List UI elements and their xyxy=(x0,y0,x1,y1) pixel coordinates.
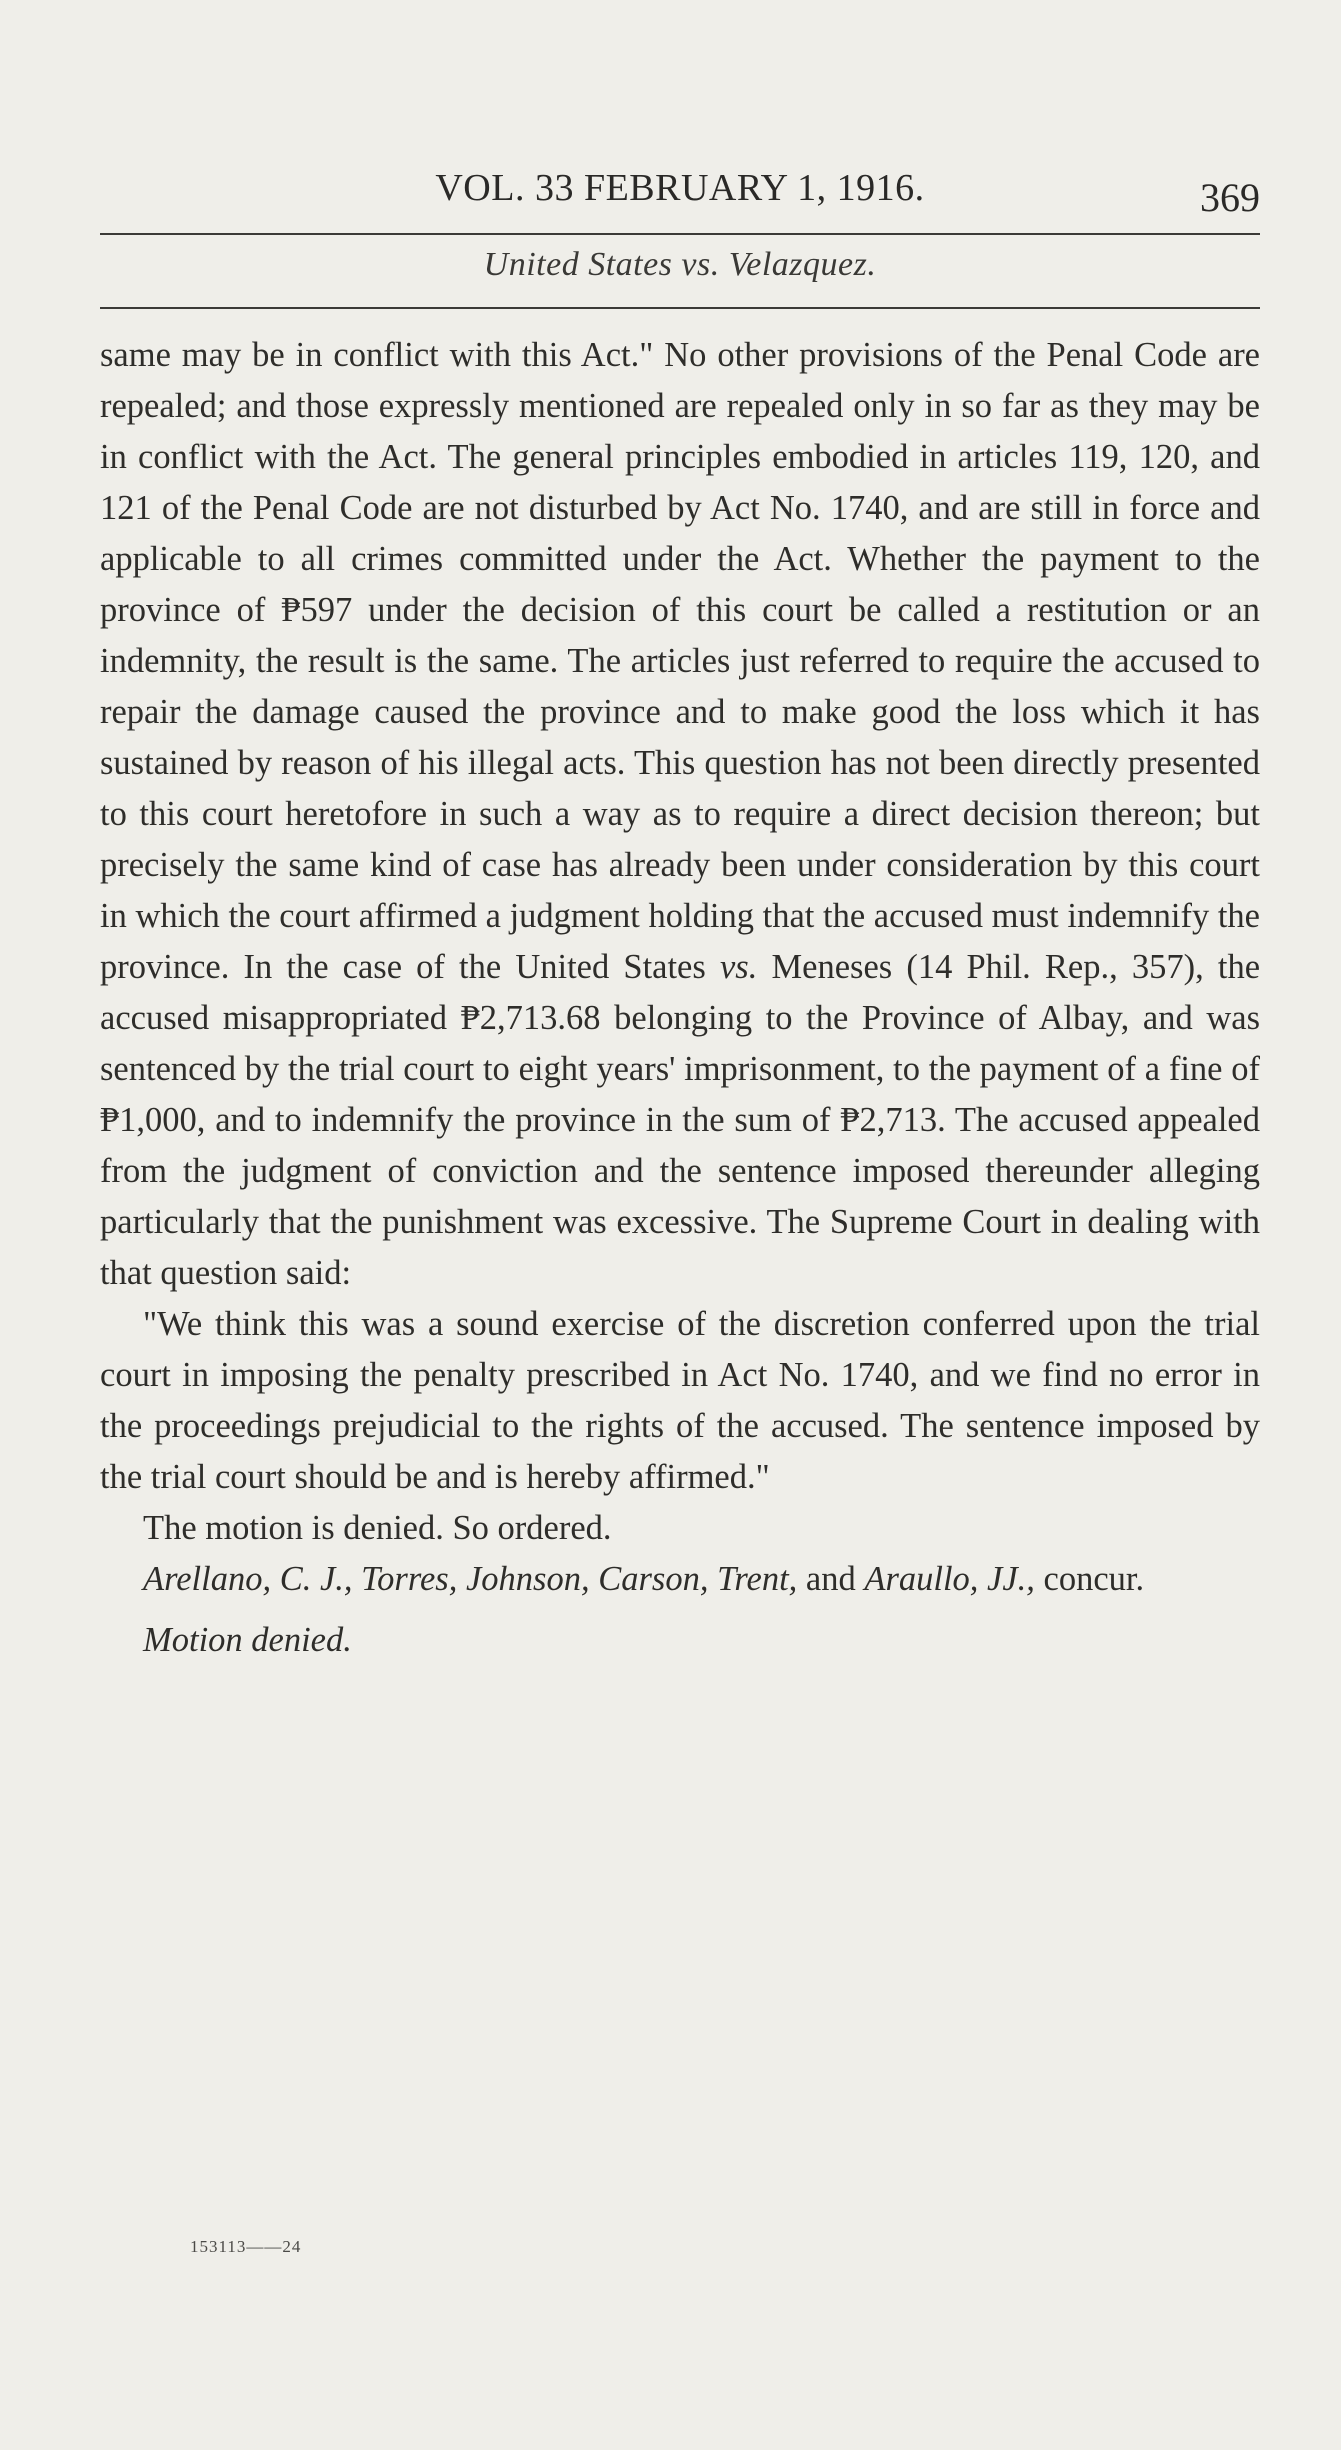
justices-concur: concur. xyxy=(1043,1560,1145,1598)
header-rule-top xyxy=(100,233,1260,235)
quoted-holding: "We think this was a sound exercise of the discretion conferred upon the trial court in imposing the penalty prescribed in Act No. 1740, and we find no error in the proceedings prejudicial to the rights of the accused. The sentence imposed by the trial court should be and is hereby affirmed." xyxy=(100,1305,1260,1496)
paragraph-1-continued: Meneses (14 Phil. Rep., 357), the accused misappropriated ₱2,713.68 belonging to the Province of Albay, and was sentenced by the trial court to eight years' imprisonment, to the payment of a fine of ₱1,000, and to indemnify the province in the sum of ₱2,713. The accused appealed from the judgment of conviction and the sentence imposed thereunder alleging particularly that the punishment was excessive. The Supreme Court in dealing with that question said: xyxy=(100,948,1261,1292)
order-line: The motion is denied. So ordered. xyxy=(143,1509,612,1547)
header-rule-bottom xyxy=(100,307,1260,309)
justices-line xyxy=(100,1554,1260,1605)
result-line: Motion denied. xyxy=(143,1621,352,1659)
paragraph-1-text: same may be in conflict with this Act." No other provisions of the Penal Code are repealed; and those expressly mentioned are repealed only in so far as they may be in conflict with the Act. The general principles embodied in articles 119, 120, and 121 of the Penal Code are not disturbed by Act No. 1740, and are still in force and applicable to all crimes committed under the Act. Whether the payment to the province of ₱597 under the decision of this court be called a restitution or an indemnity, the result is the same. The articles just referred to require the accused to repair the damage caused the province and to make good the loss which it has sustained by reason of his illegal acts. This question has not been directly presented to this court heretofore in such a way as to require a direct decision thereon; but precisely the same kind of case has already been under consideration by this court in which the court affirmed a judgment holding that the accused must indemnify the province. In the case of the United States xyxy=(100,336,1260,986)
printer-mark: 153113——24 xyxy=(190,2237,302,2256)
case-title: United States vs. Velazquez. xyxy=(483,246,877,283)
paragraph-continued xyxy=(100,330,1260,1299)
justices-names: Arellano, C. J., Torres, Johnson, Carson, Trent, xyxy=(143,1560,798,1598)
justices-and: and xyxy=(805,1560,856,1598)
running-head xyxy=(100,150,1260,220)
body-text xyxy=(100,330,1260,1666)
vs-italic: vs. xyxy=(719,948,758,986)
page-number: 369 xyxy=(1200,175,1260,220)
running-title: VOL. 33 FEBRUARY 1, 1916. xyxy=(435,167,925,209)
justices-last: Araullo, JJ., xyxy=(864,1560,1035,1598)
